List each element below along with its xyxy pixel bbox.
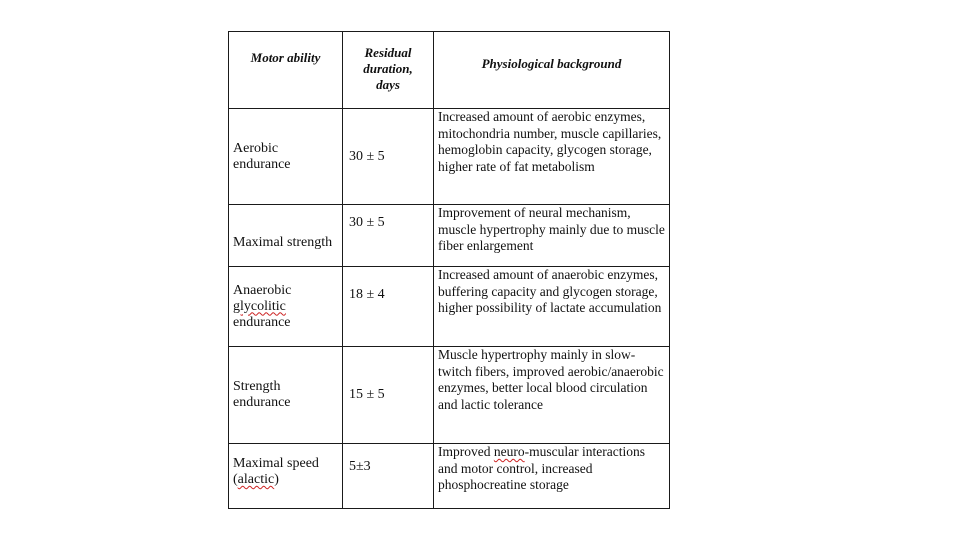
physiological-background-cell (434, 444, 670, 509)
residual-duration-cell: 30 ± 5 (343, 205, 434, 267)
table-row (229, 267, 670, 347)
table-row (229, 347, 670, 444)
header-residual-duration-text: Residual duration, days (363, 45, 413, 92)
header-residual-duration (343, 32, 434, 109)
physiological-background-cell: Improvement of neural mechanism, muscle hypertrophy mainly due to muscle fiber enlargement (434, 205, 670, 267)
table-row (229, 444, 670, 509)
residual-duration-cell: 5±3 (343, 444, 434, 509)
header-motor-ability: Motor ability (229, 32, 343, 109)
table-row (229, 205, 670, 267)
physiological-background-cell: Increased amount of aerobic enzymes, mitochondria number, muscle capillaries, hemoglobin capacity, glycogen storage, higher rate of fat metabolism (434, 109, 670, 205)
header-physiological-background: Physiological background (434, 32, 670, 109)
motor-ability-cell (229, 267, 343, 347)
ability-text-squiggle: glycolitic (233, 298, 286, 314)
table-row (229, 109, 670, 205)
motor-ability-cell: Aerobic endurance (229, 109, 343, 205)
background-text-squiggle: neuro (493, 444, 525, 459)
table (228, 31, 670, 509)
residual-duration-cell: 15 ± 5 (343, 347, 434, 444)
ability-text-squiggle: alactic (237, 472, 275, 487)
background-text-post: -muscular interactions and motor control, increased phosphocreatine storage (438, 444, 645, 493)
residual-duration-cell: 30 ± 5 (343, 109, 434, 205)
ability-text-pre: Anaerobic (233, 282, 292, 298)
motor-ability-cell: Strength endurance (229, 347, 343, 444)
table-header-row (229, 32, 670, 109)
motor-ability-table (228, 31, 669, 508)
background-text-pre: Improved (438, 444, 494, 459)
motor-ability-cell (229, 444, 343, 509)
residual-duration-cell: 18 ± 4 (343, 267, 434, 347)
ability-text-pre: Maximal speed ( (233, 456, 319, 487)
ability-text-post: endurance (233, 314, 291, 330)
physiological-background-cell: Increased amount of anaerobic enzymes, buffering capacity and glycogen storage, higher possibility of lactate accumulation (434, 267, 670, 347)
physiological-background-cell: Muscle hypertrophy mainly in slow-twitch fibers, improved aerobic/anaerobic enzymes, better local blood circulation and lactic tolerance (434, 347, 670, 444)
ability-text-post: ) (274, 472, 279, 487)
motor-ability-cell: Maximal strength (229, 205, 343, 267)
